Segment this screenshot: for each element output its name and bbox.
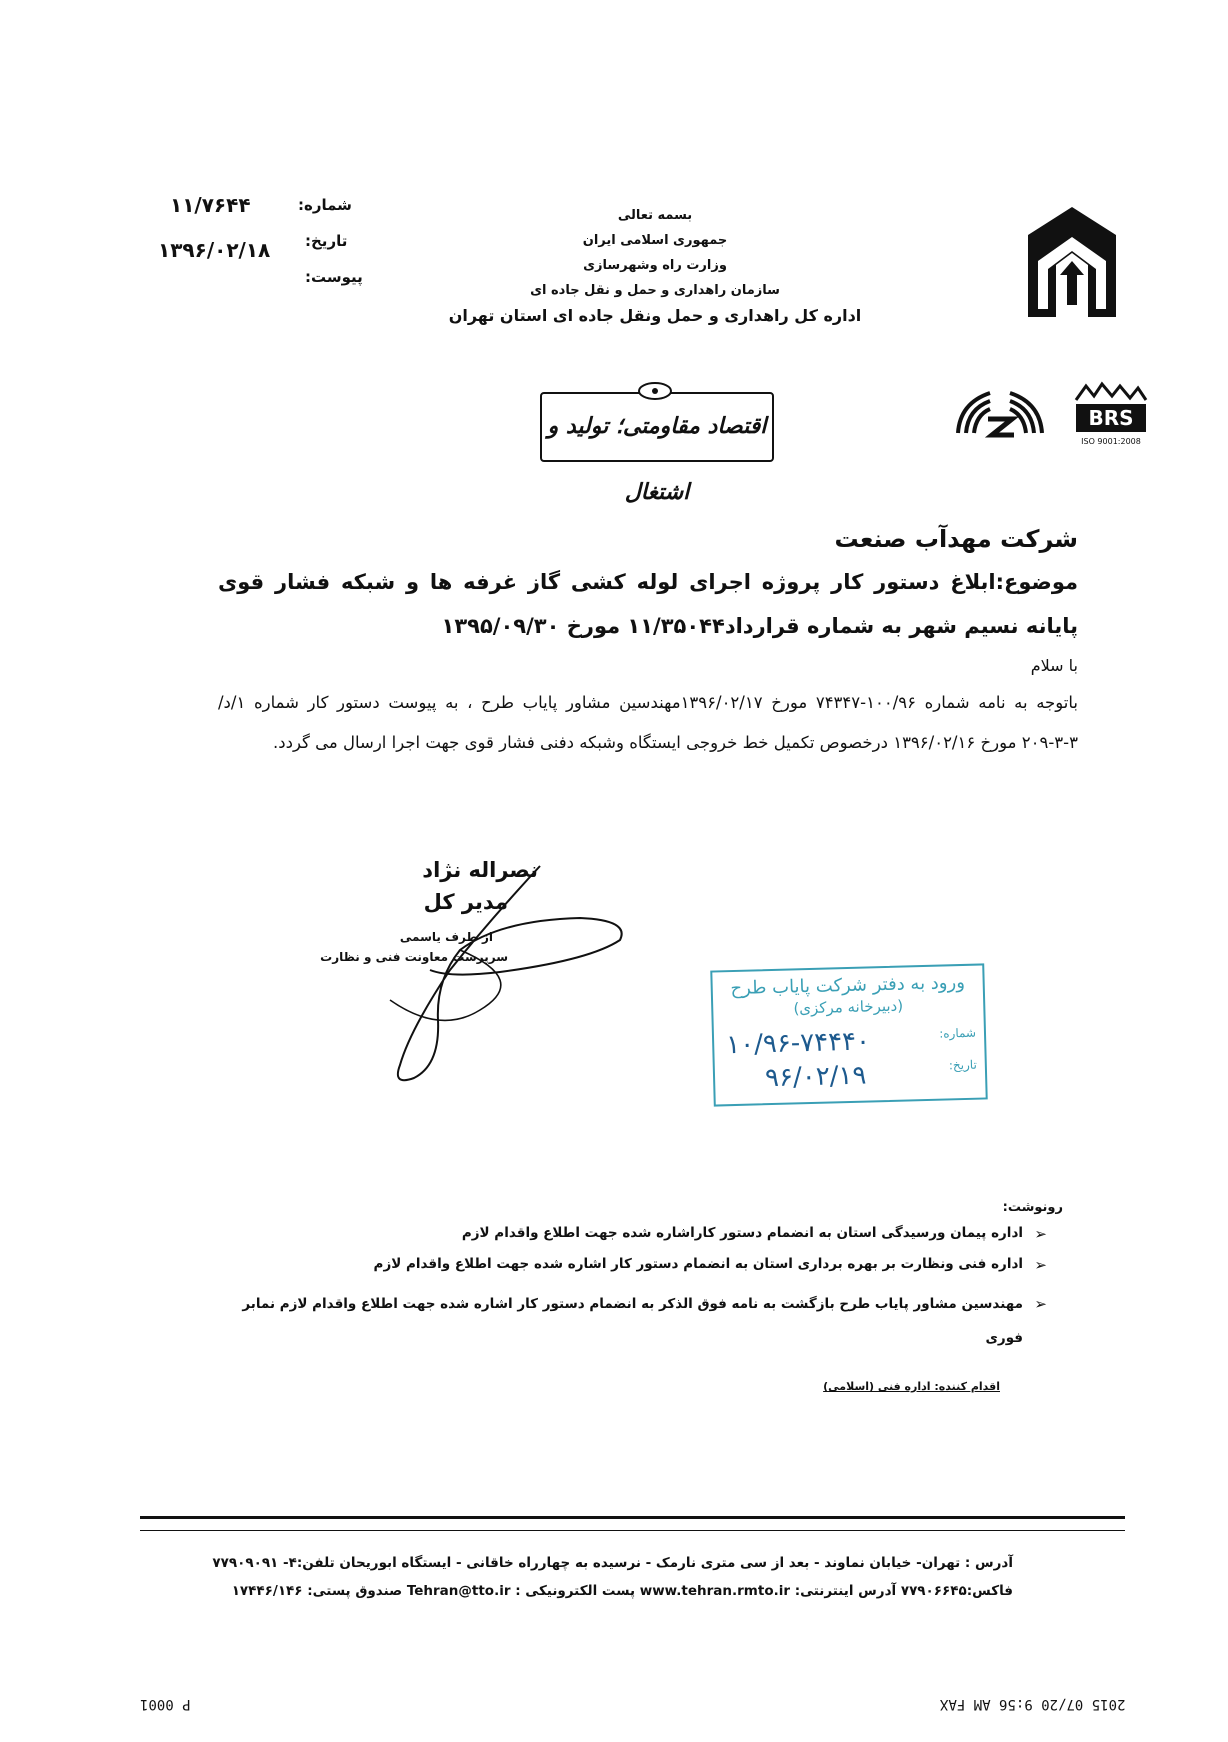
fax-timestamp: 2015 07/20 9:56 AM FAX bbox=[940, 1696, 1126, 1712]
footer-address: آدرس : تهران- خیابان نماوند - بعد از سی متری نارمک - نرسیده به چهارراه خاقانی - ایستگاه ابوریحان تلفن:۴- ۷۷۹۰۹۰۹۱ bbox=[212, 1555, 1013, 1571]
cc-item-text: مهندسین مشاور پایاب طرح بازگشت به نامه فوق الذکر به انضمام دستور کار اشاره شده جهت اطلاع واقدام لازم نمابر فوری bbox=[242, 1296, 1023, 1346]
subject: موضوع:ابلاغ دستور کار پروژه اجرای لوله کشی گاز غرفه ها و شبکه فشار قوی پایانه نسیم شهر به شماره قرارداد۱۱/۳۵۰۴۴ مورخ ۱۳۹۵/۰۹/۳۰ bbox=[218, 570, 1078, 638]
received-date-label: تاریخ: bbox=[948, 1057, 978, 1073]
cc-item bbox=[203, 1256, 1047, 1274]
iso-text: ISO 9001:2008 bbox=[1081, 437, 1141, 446]
cc-item bbox=[203, 1287, 1047, 1355]
slogan-stamp bbox=[540, 392, 774, 505]
letterhead-line4: سازمان راهداری و حمل و نقل جاده ای bbox=[530, 283, 780, 298]
signatory-title: مدیر کل bbox=[423, 890, 508, 914]
letterhead-line1: بسمه تعالی bbox=[617, 208, 693, 223]
number-value: ۱۱/۷۶۴۴ bbox=[170, 193, 251, 217]
cc-item-text: اداره فنی ونظارت بر بهره برداری استان به انضمام دستور کار اشاره شده جهت اطلاع واقدام لازم bbox=[373, 1256, 1023, 1272]
letter-body: باتوجه به نامه شماره ۱۰۰/۹۶-۷۴۳۴۷ مورخ ۱۳۹۶/۰۲/۱۷مهندسین مشاور پایاب طرح ، به پیوست دستور کار شماره ۱/د/۳-۳-۲۰۹ مورخ ۱۳۹۶/۰۲/۱۶ درخصوص تکمیل خط خروجی ایستگاه وشبکه دفنی فشار قوی جهت اجرا ارسال می گردد. bbox=[218, 693, 1078, 752]
cc-item-text: اداره پیمان ورسیدگی استان به انضمام دستور کاراشاره شده جهت اطلاع واقدام لازم bbox=[461, 1225, 1023, 1241]
handwritten-signature bbox=[330, 860, 650, 1090]
cc-item bbox=[203, 1225, 1047, 1243]
signatory-name: نصراله نژاد bbox=[422, 858, 538, 882]
received-date-value: ۹۶/۰۲/۱۹ bbox=[764, 1060, 867, 1094]
signature-note-1: از طرف یاسمی bbox=[399, 930, 493, 944]
cc-title: رونوشت: bbox=[1002, 1200, 1063, 1215]
signature-note-2: سرپرست معاونت فنی و نظارت bbox=[320, 950, 508, 964]
arrow-icon: ➢ bbox=[1034, 1256, 1047, 1274]
number-label: شماره: bbox=[298, 196, 352, 214]
received-stamp-subtitle: (دبیرخانه مرکزی) bbox=[793, 996, 904, 1018]
attachment-label: پیوست: bbox=[305, 268, 363, 286]
letterhead-line3: وزارت راه وشهرسازی bbox=[583, 258, 727, 273]
slogan-text: اقتصاد مقاومتی؛ تولید و اشتغال bbox=[547, 414, 767, 505]
received-number-value: ۱۰/۹۶-۷۴۴۴۰ bbox=[725, 1026, 871, 1061]
received-stamp-title: ورود به دفتر شرکت پایاب طرح bbox=[730, 971, 966, 1000]
fax-page-number: P 0001 bbox=[140, 1696, 191, 1712]
brs-iso-logo bbox=[1072, 380, 1150, 448]
arrow-icon: ➢ bbox=[1034, 1225, 1047, 1243]
action-by: اقدام کننده: اداره فنی (اسلامی) bbox=[823, 1380, 1000, 1393]
greeting: با سلام bbox=[1030, 656, 1078, 675]
wings-logo bbox=[950, 383, 1050, 445]
received-number-label: شماره: bbox=[939, 1025, 977, 1041]
arrow-icon: ➢ bbox=[1034, 1295, 1047, 1313]
recipient: شرکت مهدآب صنعت bbox=[834, 525, 1078, 553]
footer-divider-thin bbox=[140, 1530, 1125, 1531]
letterhead-line2: جمهوری اسلامی ایران bbox=[582, 233, 728, 248]
organization-logo bbox=[1018, 205, 1126, 323]
date-label: تاریخ: bbox=[305, 232, 348, 250]
crest-icon bbox=[635, 380, 675, 400]
footer-divider bbox=[140, 1516, 1125, 1519]
letterhead bbox=[420, 208, 890, 325]
footer-contact: فاکس:۷۷۹۰۶۶۴۵ آدرس اینترنتی: www.tehran.rmto.ir پست الکترونیکی : Tehran@tto.ir صندوق پستی: ۱۷۴۴۶/۱۴۶ bbox=[231, 1583, 1013, 1599]
date-value: ۱۳۹۶/۰۲/۱۸ bbox=[158, 238, 271, 262]
brs-text: BRS bbox=[1088, 406, 1134, 430]
letterhead-line5: اداره کل راهداری و حمل ونقل جاده ای استان تهران bbox=[448, 306, 862, 325]
received-stamp bbox=[710, 963, 987, 1106]
